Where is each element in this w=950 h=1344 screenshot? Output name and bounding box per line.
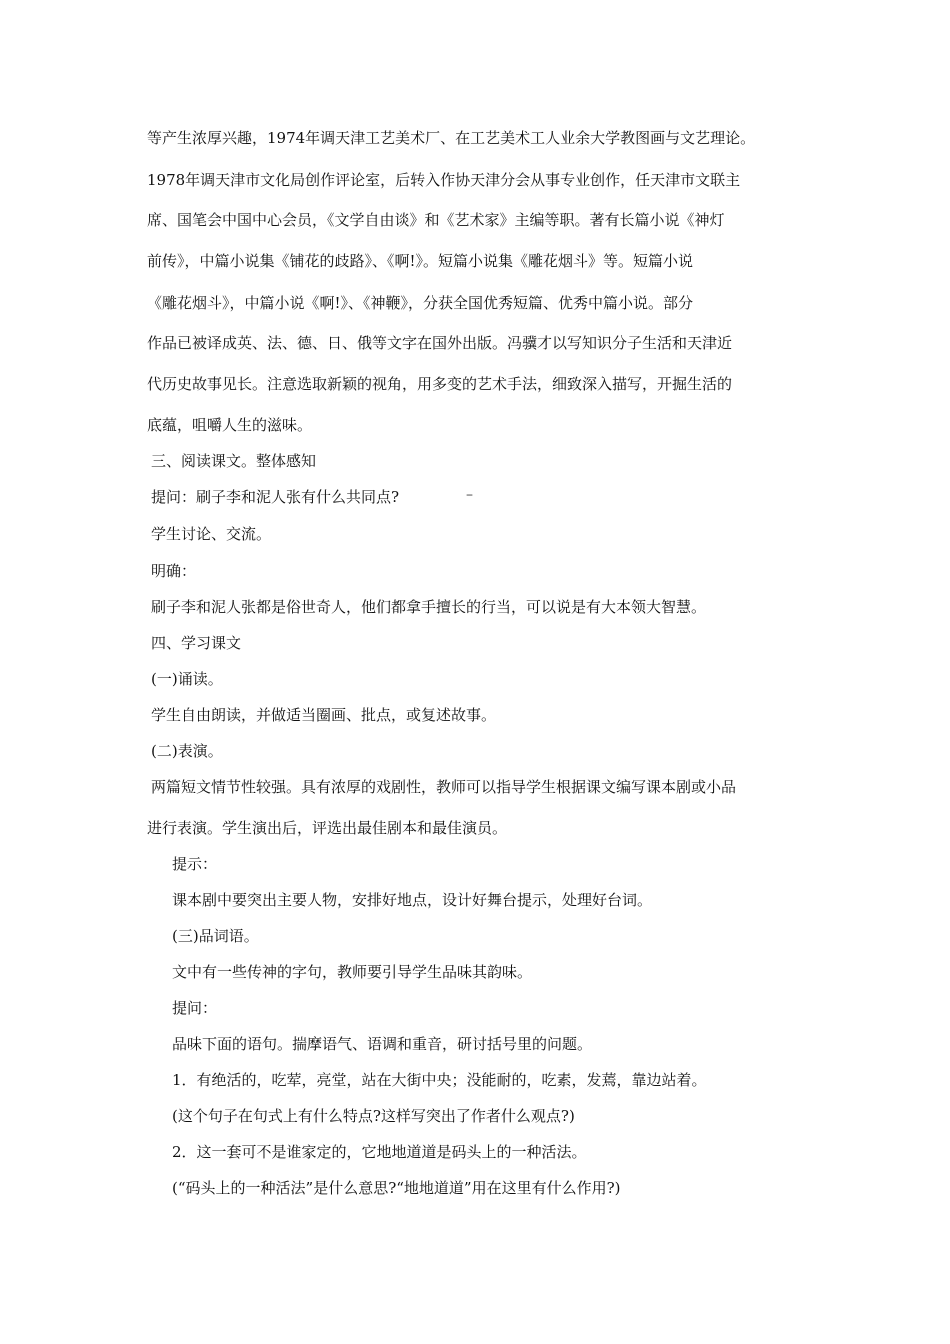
sentence-1: 1．有绝活的，吃荤，亮堂，站在大街中央；没能耐的，吃素，发蔫，靠边站着。 [172, 1071, 707, 1089]
sentence-2: 2．这一套可不是谁家定的，它地地道道是码头上的一种活法。 [172, 1143, 587, 1161]
hint-text: 课本剧中要突出主要人物，安排好地点，设计好舞台提示，处理好台词。 [172, 891, 653, 909]
sentence-1-question: (这个句子在句式上有什么特点?这样写突出了作者什么观点?) [172, 1107, 575, 1125]
section-heading-4: 四、学习课文 [151, 634, 242, 652]
section-heading-3: 三、阅读课文。整体感知 [151, 452, 317, 470]
hint-label: 提示： [172, 855, 218, 873]
subsection-words: (三)品词语。 [172, 927, 259, 945]
perform-text-2: 进行表演。学生演出后，评选出最佳剧本和最佳演员。 [147, 819, 508, 837]
recite-text: 学生自由朗读，并做适当圈画、批点，或复述故事。 [151, 706, 497, 724]
question-label: 提问： [172, 999, 218, 1017]
words-text: 文中有一些传神的字句，教师要引导学生品味其韵味。 [172, 963, 533, 981]
discussion-line: 学生讨论、交流。 [151, 525, 272, 543]
bio-line-1: 等产生浓厚兴趣，1974年调天津工艺美术厂、在工艺美术工人业余大学教图画与文艺理论。 [147, 129, 756, 147]
bio-line-3: 席、国笔会中国中心会员，《文学自由谈》和《艺术家》主编等职。著有长篇小说《神灯 [147, 211, 725, 229]
clarify-answer: 刷子李和泥人张都是俗世奇人，他们都拿手擅长的行当，可以说是有大本领大智慧。 [151, 598, 707, 616]
sentence-2-question: (“码头上的一种活法”是什么意思?“地地道道”用在这里有什么作用?) [172, 1179, 621, 1197]
question-instruction: 品味下面的语句。揣摩语气、语调和重音，研讨括号里的问题。 [172, 1035, 593, 1053]
bio-line-2: 1978年调天津市文化局创作评论室，后转入作协天津分会从事专业创作，任天津市文联主 [147, 171, 741, 189]
stray-dash: – [466, 487, 473, 503]
subsection-perform: (二)表演。 [151, 742, 223, 760]
bio-line-5: 《雕花烟斗》，中篇小说《啊!》、《神鞭》，分获全国优秀短篇、优秀中篇小说。部分 [147, 294, 694, 312]
bio-line-6: 作品已被译成英、法、德、日、俄等文字在国外出版。冯骥才以写知识分子生活和天津近 [147, 334, 733, 352]
question-line: 提问：刷子李和泥人张有什么共同点? [151, 488, 400, 506]
bio-line-7: 代历史故事见长。注意选取新颖的视角，用多变的艺术手法，细致深入描写，开掘生活的 [147, 375, 733, 393]
perform-text-1: 两篇短文情节性较强。具有浓厚的戏剧性，教师可以指导学生根据课文编写课本剧或小品 [151, 778, 737, 796]
bio-line-4: 前传》，中篇小说集《铺花的歧路》、《啊!》。短篇小说集《雕花烟斗》等。短篇小说 [147, 252, 694, 270]
subsection-recite: (一)诵读。 [151, 670, 223, 688]
bio-line-8: 底蕴，咀嚼人生的滋味。 [147, 416, 313, 434]
clarify-label: 明确： [151, 562, 197, 580]
